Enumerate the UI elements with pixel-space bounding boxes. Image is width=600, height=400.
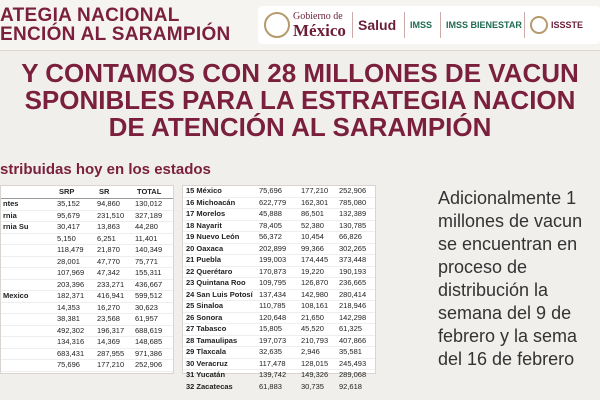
state-name-cell: 30 Veracruz [186, 358, 228, 368]
value-cell: 287,955 [97, 348, 125, 358]
header-title [0, 6, 250, 44]
state-name-cell: 28 Tamaulipas [186, 335, 238, 345]
value-cell: 622,779 [259, 197, 287, 207]
state-name-cell: 29 Tlaxcala [186, 347, 227, 356]
state-name-cell: 24 San Luis Potosí [186, 289, 253, 299]
state-name-cell: 26 Sonora [186, 312, 223, 322]
value-cell: 61,957 [135, 314, 158, 323]
value-cell: 289,068 [339, 370, 367, 379]
value-cell: 21,870 [97, 245, 120, 254]
table-row [183, 232, 375, 244]
logo-imss-text: IMSS [410, 19, 433, 30]
table-header [1, 186, 173, 199]
value-cell: 416,941 [97, 291, 125, 300]
value-cell: 599,512 [135, 291, 163, 300]
state-name-cell: 23 Quintana Roo [186, 278, 246, 287]
value-cell: 28,001 [57, 256, 80, 266]
value-cell: 95,679 [57, 210, 80, 220]
value-cell: 30,623 [135, 302, 158, 312]
value-cell: 30,735 [301, 381, 324, 391]
imss-logo [410, 10, 432, 40]
state-name-cell: 18 Nayarit [186, 220, 222, 230]
value-cell: 117,478 [259, 358, 286, 368]
vaccine-table-right [182, 185, 376, 391]
value-cell: 785,080 [339, 197, 367, 207]
value-cell: 688,619 [135, 325, 163, 335]
value-cell: 11,401 [135, 233, 158, 243]
value-cell: 302,265 [339, 243, 367, 253]
table-row [1, 349, 173, 361]
logo-gobierno-line-2: México [293, 20, 346, 40]
table-row [1, 280, 173, 292]
value-cell: 120,648 [259, 312, 287, 322]
state-name-cell: 27 Tabasco [186, 324, 227, 333]
value-cell: 16,270 [97, 302, 120, 312]
issste-emblem-icon [530, 16, 548, 34]
logo-imss-bienestar-text: IMSS BIENESTAR [446, 19, 522, 30]
value-cell: 142,980 [301, 289, 329, 299]
value-cell: 155,311 [135, 268, 162, 277]
table-row [1, 222, 173, 234]
table-row [183, 278, 375, 290]
value-cell: 32,635 [259, 347, 282, 356]
table-row [183, 313, 375, 325]
value-cell: 108,161 [301, 301, 329, 310]
state-name-cell: 32 Zacatecas [186, 381, 233, 391]
value-cell: 75,696 [259, 186, 282, 195]
table-row [1, 199, 173, 211]
table-row [183, 324, 375, 336]
value-cell: 203,396 [57, 279, 85, 289]
table-row [1, 257, 173, 269]
table-row [183, 347, 375, 359]
table-row [183, 359, 375, 371]
table-row [183, 267, 375, 279]
state-name-cell: rnia [3, 210, 17, 220]
logo-salud-text: Salud [358, 17, 397, 33]
table-row [183, 198, 375, 210]
table-row [1, 268, 173, 280]
value-cell: 197,073 [259, 335, 287, 345]
side-note-line: distribución la [438, 280, 549, 300]
value-cell: 21,650 [301, 312, 324, 322]
value-cell: 252,906 [135, 360, 163, 369]
side-note-line: febrero y la sema [438, 326, 578, 346]
table-row [183, 370, 375, 382]
value-cell: 177,210 [301, 186, 329, 195]
header-title-line-2: ENCIÓN AL SARAMPIÓN [0, 24, 231, 45]
side-note-line: millones de vacun [438, 211, 583, 231]
vaccine-table-left [0, 185, 174, 374]
value-cell: 148,685 [135, 337, 163, 346]
value-cell: 140,349 [135, 245, 163, 254]
value-cell: 14,369 [97, 337, 120, 346]
value-cell: 210,793 [301, 335, 329, 345]
logo-divider [404, 12, 405, 38]
value-cell: 45,888 [259, 209, 282, 218]
state-name-cell: 31 Yucatán [186, 370, 226, 379]
state-name-cell: Mexico [3, 291, 29, 300]
value-cell: 75,696 [57, 360, 80, 369]
column-header-sr: SR [99, 187, 110, 196]
value-cell: 6,251 [97, 233, 116, 243]
table-row [1, 291, 173, 303]
value-cell: 177,210 [97, 360, 125, 369]
header-title-line-1: ATEGIA NACIONAL [0, 5, 180, 26]
value-cell: 149,326 [301, 370, 329, 379]
value-cell: 231,510 [97, 210, 125, 220]
value-cell: 86,501 [301, 209, 324, 218]
column-header-srp: SRP [59, 187, 75, 196]
value-cell: 202,899 [259, 243, 287, 253]
value-cell: 47,342 [97, 268, 120, 277]
national-seal-icon [264, 12, 290, 38]
state-name-cell: ntes [3, 199, 19, 208]
state-name-cell: 22 Querétaro [186, 266, 233, 276]
table-row [183, 290, 375, 302]
value-cell: 199,003 [259, 255, 287, 264]
table-row [1, 326, 173, 338]
table-row [1, 337, 173, 349]
value-cell: 61,325 [339, 324, 362, 333]
state-name-cell: 15 México [186, 186, 222, 195]
side-note-line: semana del 9 de [438, 303, 572, 323]
logo-gobierno-line-1: Gobierno de [293, 10, 343, 22]
state-name-cell: 20 Oaxaca [186, 243, 224, 253]
value-cell: 130,785 [339, 220, 367, 230]
table-row [183, 209, 375, 221]
value-cell: 38,381 [57, 314, 80, 323]
side-note-line: del 16 de febrero [438, 349, 575, 369]
value-cell: 10,454 [301, 232, 324, 241]
value-cell: 196,317 [97, 325, 125, 335]
issste-logo [530, 10, 583, 40]
state-name-cell: 21 Puebla [186, 255, 222, 264]
table-row [183, 221, 375, 233]
table-row [1, 303, 173, 315]
value-cell: 373,448 [339, 255, 367, 264]
value-cell: 35,152 [57, 199, 80, 208]
value-cell: 45,520 [301, 324, 324, 333]
salud-logo [358, 10, 396, 40]
value-cell: 19,220 [301, 266, 324, 276]
table-row [183, 255, 375, 267]
value-cell: 683,431 [57, 348, 85, 358]
value-cell: 109,795 [259, 278, 287, 287]
table-row [1, 314, 173, 326]
value-cell: 182,371 [57, 291, 85, 300]
value-cell: 137,434 [259, 289, 287, 299]
value-cell: 2,946 [301, 347, 320, 356]
logo-issste-text: ISSSTE [551, 19, 584, 30]
table-row [183, 301, 375, 313]
value-cell: 35,581 [339, 347, 362, 356]
value-cell: 99,366 [301, 243, 324, 253]
value-cell: 66,826 [339, 232, 362, 241]
gobierno-mexico-logo [264, 10, 346, 40]
value-cell: 971,386 [135, 348, 163, 358]
value-cell: 190,193 [339, 266, 367, 276]
value-cell: 407,866 [339, 335, 367, 345]
value-cell: 110,785 [259, 301, 286, 310]
side-note [438, 187, 600, 371]
value-cell: 61,883 [259, 381, 282, 391]
state-name-cell: 25 Sinaloa [186, 301, 224, 310]
value-cell: 142,298 [339, 312, 367, 322]
value-cell: 5,150 [57, 233, 76, 243]
value-cell: 280,414 [339, 289, 367, 299]
value-cell: 245,493 [339, 358, 367, 368]
state-name-cell: 19 Nuevo León [186, 232, 240, 241]
state-name-cell: 16 Michoacán [186, 197, 236, 207]
table-row [183, 244, 375, 256]
side-note-line: proceso de [438, 257, 528, 277]
value-cell: 252,906 [339, 186, 367, 195]
value-cell: 139,742 [259, 370, 287, 379]
value-cell: 236,665 [339, 278, 367, 287]
value-cell: 492,302 [57, 325, 85, 335]
value-cell: 132,389 [339, 209, 367, 218]
table-row [1, 360, 173, 372]
header-bar [0, 0, 600, 51]
value-cell: 14,353 [57, 302, 80, 312]
value-cell: 233,271 [97, 279, 125, 289]
table-row [1, 245, 173, 257]
value-cell: 134,316 [57, 337, 85, 346]
value-cell: 128,015 [301, 358, 329, 368]
table-row [183, 336, 375, 348]
table-row [183, 382, 375, 394]
value-cell: 23,568 [97, 314, 120, 323]
value-cell: 94,860 [97, 199, 120, 208]
value-cell: 107,969 [57, 268, 85, 277]
value-cell: 30,417 [57, 222, 80, 231]
side-note-line: Adicionalmente 1 [438, 188, 577, 208]
state-name-cell: rnia Su [3, 222, 29, 231]
main-title [0, 60, 600, 141]
value-cell: 52,380 [301, 220, 324, 230]
value-cell: 92,618 [339, 381, 362, 391]
imss-bienestar-logo [446, 10, 522, 40]
value-cell: 170,873 [259, 266, 287, 276]
value-cell: 13,863 [97, 222, 120, 231]
value-cell: 75,771 [135, 256, 158, 266]
value-cell: 174,445 [301, 255, 329, 264]
table-row [183, 186, 375, 198]
state-name-cell: 17 Morelos [186, 209, 226, 218]
main-title-line-1: Y CONTAMOS CON 28 MILLONES DE VACUN [21, 58, 579, 88]
side-note-line: se encuentran en [438, 234, 578, 254]
logo-divider [352, 12, 353, 38]
value-cell: 327,189 [135, 210, 163, 220]
value-cell: 44,280 [135, 222, 158, 231]
logo-divider [524, 12, 525, 38]
value-cell: 436,667 [135, 279, 163, 289]
value-cell: 118,479 [57, 245, 84, 254]
value-cell: 218,946 [339, 301, 367, 310]
value-cell: 15,805 [259, 324, 282, 333]
table-row [1, 234, 173, 246]
main-title-line-2: SPONIBLES PARA LA ESTRATEGIA NACION [24, 85, 576, 115]
main-title-line-3: DE ATENCIÓN AL SARAMPIÓN [108, 112, 492, 142]
value-cell: 47,770 [97, 256, 120, 266]
logo-strip [258, 6, 600, 44]
value-cell: 162,301 [301, 197, 329, 207]
value-cell: 126,870 [301, 278, 329, 287]
value-cell: 56,372 [259, 232, 282, 241]
value-cell: 130,012 [135, 199, 163, 208]
column-header-total: TOTAL [137, 187, 162, 196]
value-cell: 78,405 [259, 220, 282, 230]
subtitle: stribuidas hoy en los estados [0, 161, 211, 178]
logo-divider [440, 12, 441, 38]
table-row [1, 211, 173, 223]
